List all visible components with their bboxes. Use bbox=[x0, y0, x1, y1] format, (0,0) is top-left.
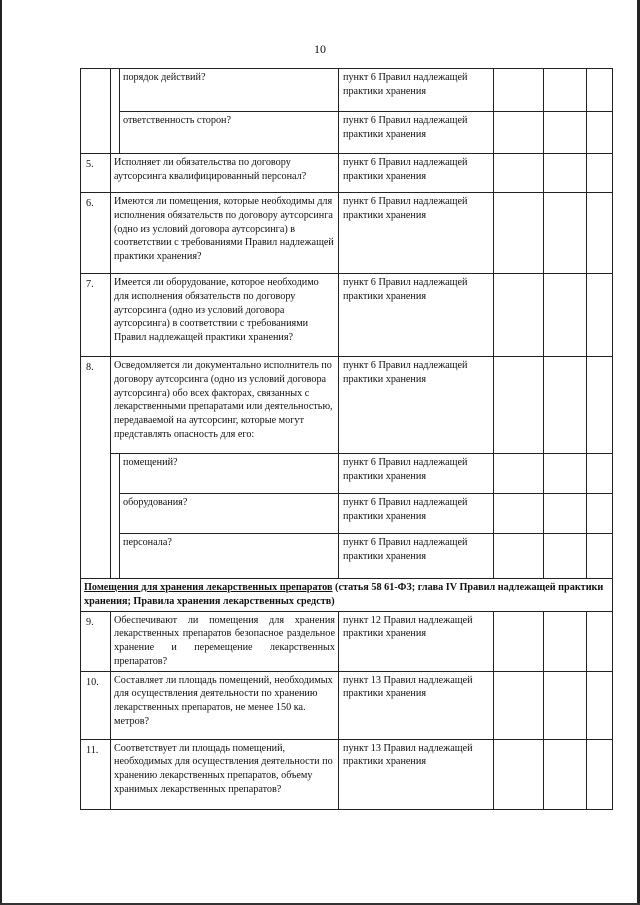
reference-cell: пункт 6 Правил надлежащей практики хранения bbox=[339, 357, 494, 454]
item-number: 6. bbox=[81, 193, 111, 274]
section-title: Помещения для хранения лекарственных препаратов bbox=[84, 582, 333, 593]
reference-cell: пункт 13 Правил надлежащей практики хранения bbox=[339, 739, 494, 809]
answer-na-cell bbox=[587, 739, 613, 809]
answer-yes-cell bbox=[494, 112, 544, 154]
item-number: 9. bbox=[81, 611, 111, 671]
answer-na-cell bbox=[587, 193, 613, 274]
section-heading bbox=[81, 579, 613, 612]
table-row bbox=[81, 611, 613, 671]
table-row bbox=[81, 534, 613, 579]
answer-no-cell bbox=[544, 154, 587, 193]
indent-cell bbox=[111, 69, 120, 154]
table-row bbox=[81, 112, 613, 154]
question-cell: Составляет ли площадь помещений, необходимых для осуществления деятельности по хранению лекарственных препаратов, не менее 150 ка. метров? bbox=[111, 671, 339, 739]
answer-yes-cell bbox=[494, 274, 544, 357]
item-number: 11. bbox=[81, 739, 111, 809]
answer-yes-cell bbox=[494, 69, 544, 112]
reference-cell: пункт 12 Правил надлежащей практики хранения bbox=[339, 611, 494, 671]
answer-yes-cell bbox=[494, 739, 544, 809]
answer-no-cell bbox=[544, 193, 587, 274]
answer-yes-cell bbox=[494, 671, 544, 739]
answer-no-cell bbox=[544, 739, 587, 809]
table-row bbox=[81, 671, 613, 739]
checklist-table bbox=[80, 68, 613, 810]
reference-cell: пункт 6 Правил надлежащей практики хранения bbox=[339, 154, 494, 193]
answer-na-cell bbox=[587, 611, 613, 671]
table-row bbox=[81, 154, 613, 193]
answer-yes-cell bbox=[494, 454, 544, 494]
answer-na-cell bbox=[587, 494, 613, 534]
answer-na-cell bbox=[587, 154, 613, 193]
answer-yes-cell bbox=[494, 534, 544, 579]
section-row bbox=[81, 579, 613, 612]
question-cell: Осведомляется ли документально исполнитель по договору аутсорсинга (одно из условий договора аутсорсинга) обо всех факторах, связанных с лекарственными препаратами или деятельностью, передаваемой на аутсорсинг, которые могут представлять опасность для его: bbox=[111, 357, 339, 454]
reference-cell: пункт 6 Правил надлежащей практики хранения bbox=[339, 534, 494, 579]
question-cell: персонала? bbox=[120, 534, 339, 579]
item-number: 10. bbox=[81, 671, 111, 739]
answer-no-cell bbox=[544, 274, 587, 357]
reference-cell: пункт 6 Правил надлежащей практики хранения bbox=[339, 454, 494, 494]
answer-no-cell bbox=[544, 454, 587, 494]
answer-no-cell bbox=[544, 534, 587, 579]
table-row bbox=[81, 193, 613, 274]
question-cell: Обеспечивают ли помещения для хранения лекарственных препаратов безопасное раздельное хранение и перемещение лекарственных препаратов? bbox=[111, 611, 339, 671]
question-cell: оборудования? bbox=[120, 494, 339, 534]
answer-na-cell bbox=[587, 534, 613, 579]
answer-no-cell bbox=[544, 69, 587, 112]
answer-yes-cell bbox=[494, 193, 544, 274]
scan-edge-left bbox=[0, 0, 2, 905]
table-row bbox=[81, 454, 613, 494]
question-cell: Имеется ли оборудование, которое необходимо для исполнения обязательств по договору аутсорсинга (одно из условий договора аутсорсинга) в соответствии с требованиями Правил надлежащей практики хранения? bbox=[111, 274, 339, 357]
answer-na-cell bbox=[587, 274, 613, 357]
item-number: 8. bbox=[81, 357, 111, 579]
answer-na-cell bbox=[587, 69, 613, 112]
table-row bbox=[81, 739, 613, 809]
table-row bbox=[81, 357, 613, 454]
answer-yes-cell bbox=[494, 611, 544, 671]
answer-yes-cell bbox=[494, 494, 544, 534]
table-row bbox=[81, 69, 613, 112]
item-number: 5. bbox=[81, 154, 111, 193]
question-cell: порядок действий? bbox=[120, 69, 339, 112]
reference-cell: пункт 6 Правил надлежащей практики хранения bbox=[339, 69, 494, 112]
answer-no-cell bbox=[544, 357, 587, 454]
answer-yes-cell bbox=[494, 357, 544, 454]
reference-cell: пункт 6 Правил надлежащей практики хранения bbox=[339, 494, 494, 534]
answer-na-cell bbox=[587, 671, 613, 739]
indent-cell bbox=[111, 454, 120, 579]
answer-na-cell bbox=[587, 112, 613, 154]
reference-cell: пункт 6 Правил надлежащей практики хранения bbox=[339, 193, 494, 274]
question-cell: Соответствует ли площадь помещений, необходимых для осуществления деятельности по хранению лекарственных препаратов, объему хранимых лекарственных препаратов? bbox=[111, 739, 339, 809]
reference-cell: пункт 6 Правил надлежащей практики хранения bbox=[339, 274, 494, 357]
answer-no-cell bbox=[544, 494, 587, 534]
question-cell: помещений? bbox=[120, 454, 339, 494]
answer-no-cell bbox=[544, 611, 587, 671]
table-row bbox=[81, 274, 613, 357]
answer-no-cell bbox=[544, 112, 587, 154]
question-cell: ответственность сторон? bbox=[120, 112, 339, 154]
reference-cell: пункт 13 Правил надлежащей практики хранения bbox=[339, 671, 494, 739]
page-number: 10 bbox=[314, 42, 326, 56]
num-cell bbox=[81, 69, 111, 154]
answer-na-cell bbox=[587, 357, 613, 454]
question-cell: Имеются ли помещения, которые необходимы для исполнения обязательств по договору аутсорсинга (одно из условий договора аутсорсинга) в соответствии с требованиями Правил надлежащей практики хранения? bbox=[111, 193, 339, 274]
table-row bbox=[81, 494, 613, 534]
reference-cell: пункт 6 Правил надлежащей практики хранения bbox=[339, 112, 494, 154]
answer-no-cell bbox=[544, 671, 587, 739]
answer-yes-cell bbox=[494, 154, 544, 193]
question-cell: Исполняет ли обязательства по договору аутсорсинга квалифицированный персонал? bbox=[111, 154, 339, 193]
item-number: 7. bbox=[81, 274, 111, 357]
section-sources: (статья 58 61-ФЗ; глава IV Правил надлежащей практики хранения; Правила хранения лекарственных средств) bbox=[84, 582, 604, 607]
answer-na-cell bbox=[587, 454, 613, 494]
